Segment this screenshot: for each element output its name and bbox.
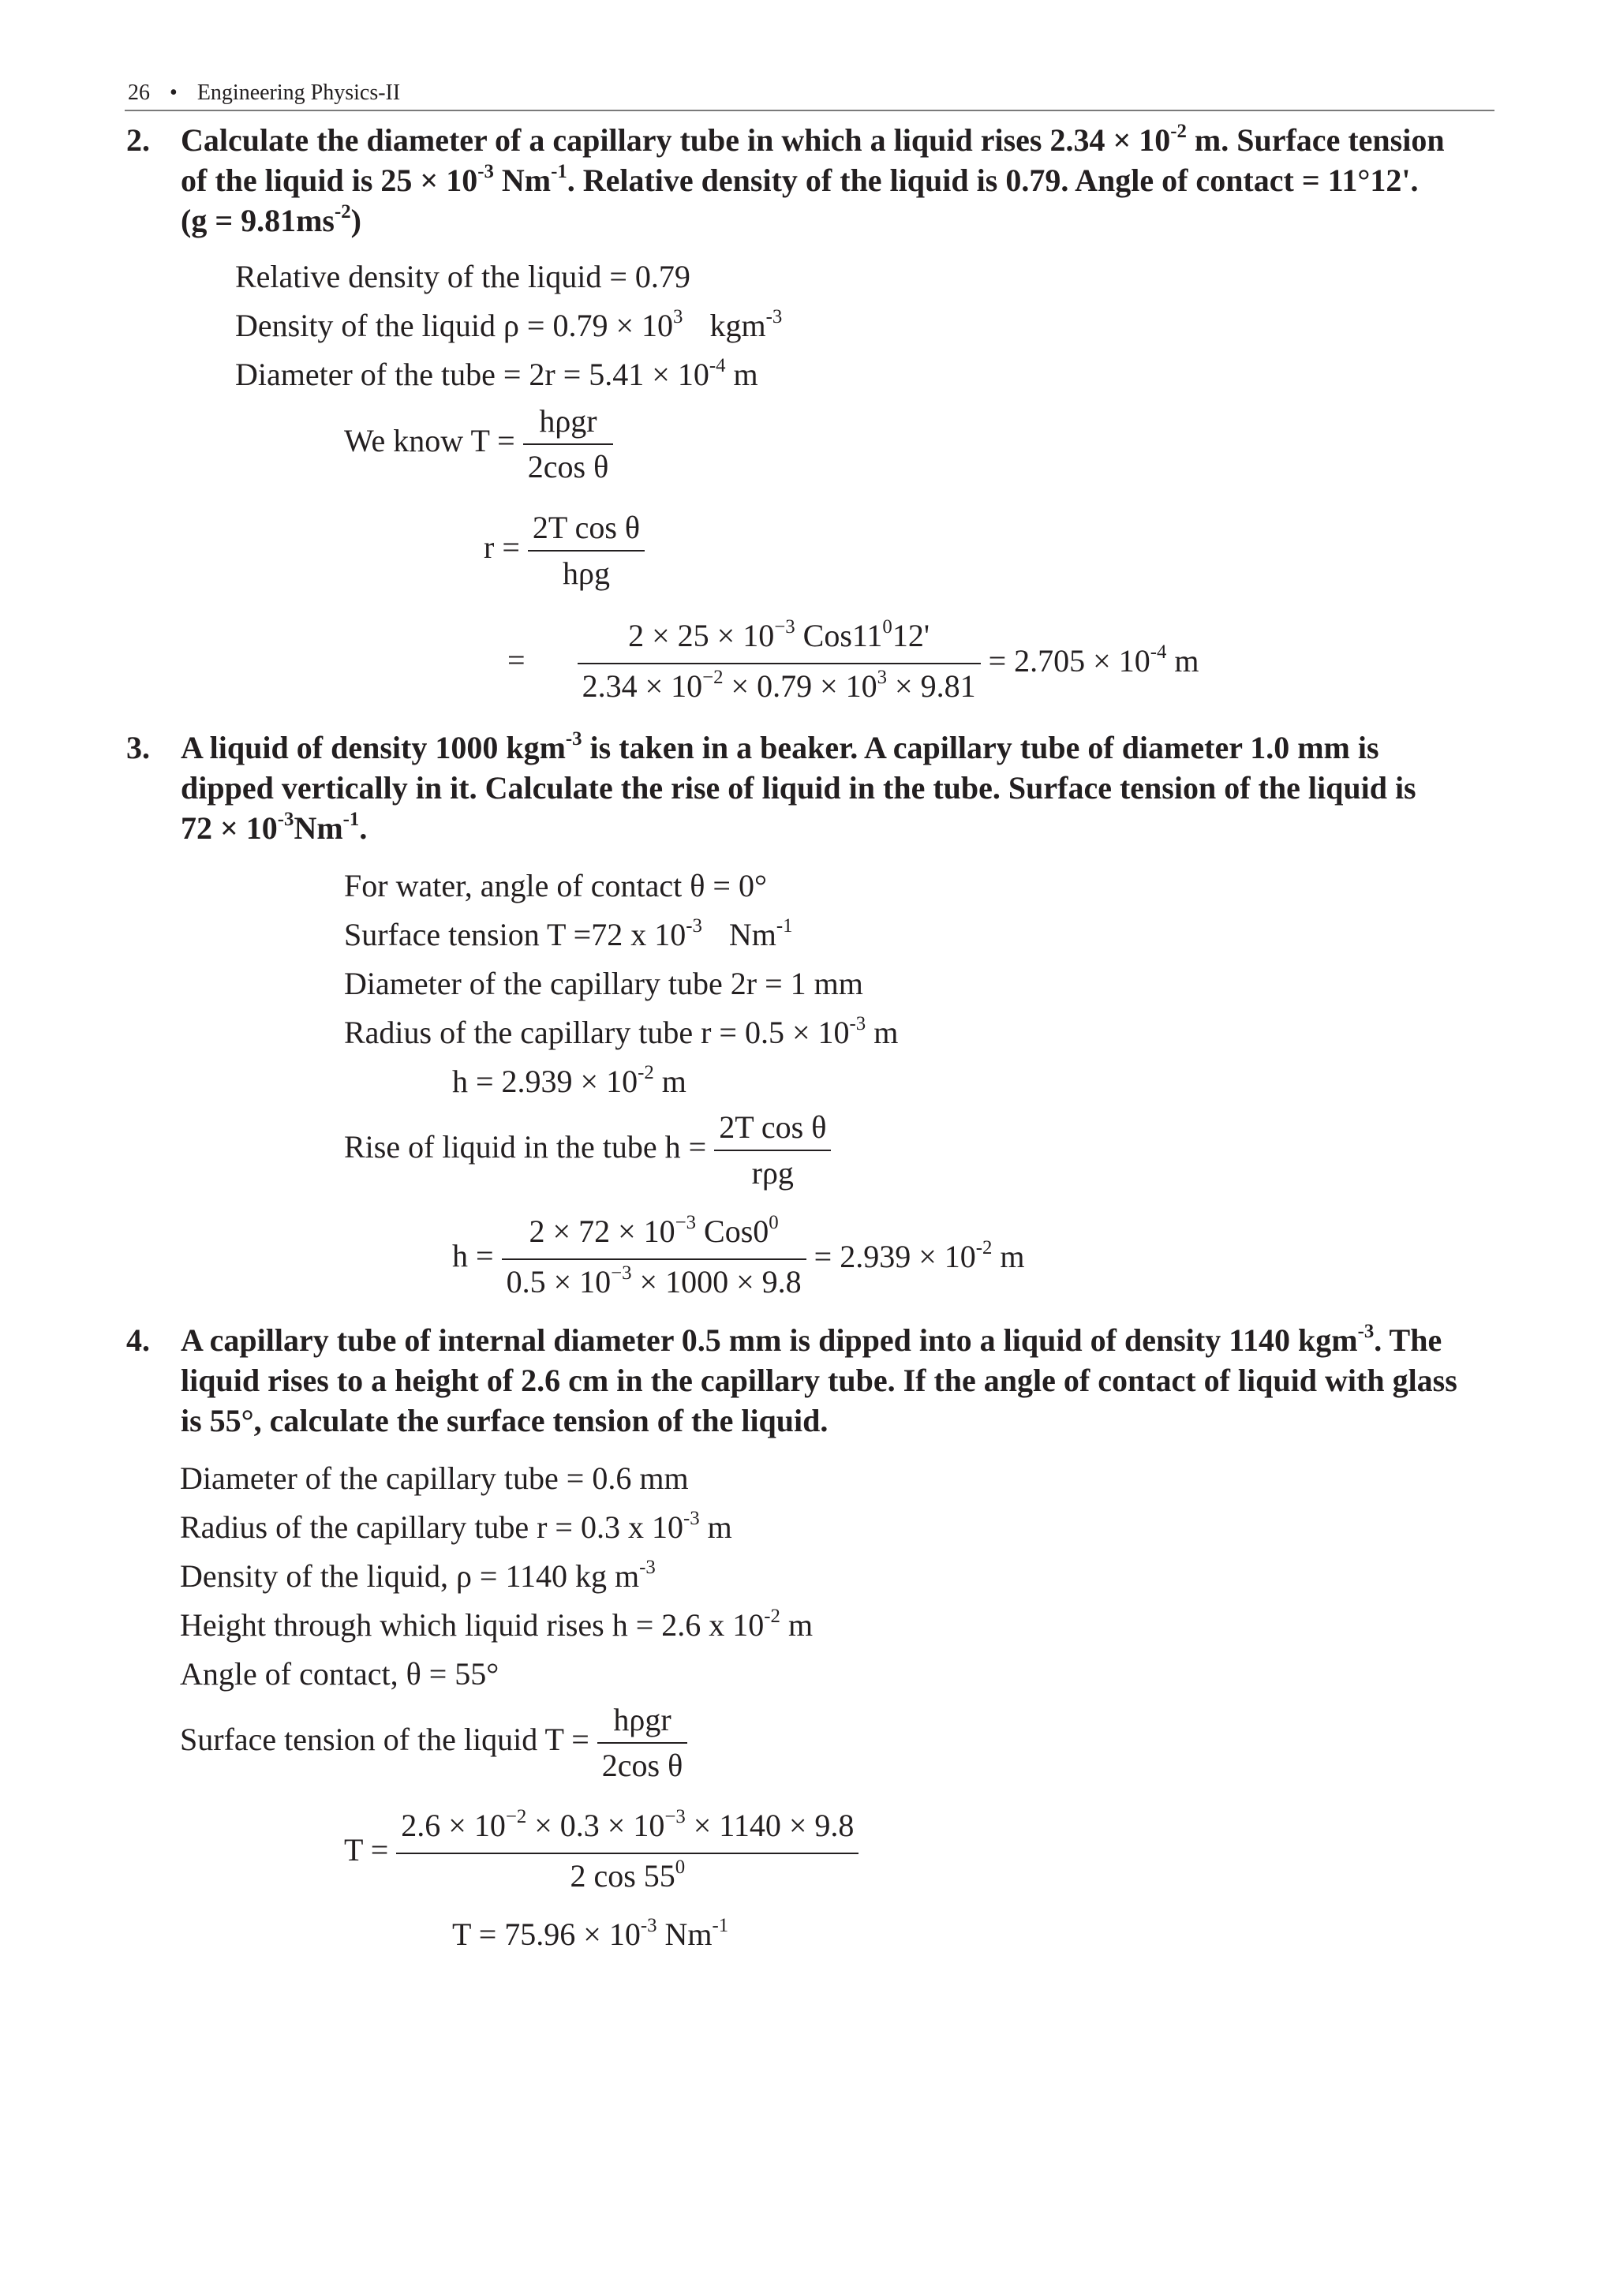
q3-given-angle: For water, angle of contact θ = 0° xyxy=(344,868,767,903)
q3-given-radius: Radius of the capillary tube $r = 0.5 \times 10^{-3}$ m xyxy=(344,1012,899,1050)
question-4-line-1: A capillary tube of internal diameter 0.5 mm is dipped into a liquid of density 1140 kgm$^{-3}$. The xyxy=(181,1320,1442,1358)
header-bullet: • xyxy=(170,80,178,105)
q2-result: = $2.705 \times 10^{-4}$ m xyxy=(988,641,1199,679)
q2-given-density: Density of the liquid $\rho = 0.79 \times 10^3$ kgm$^{-3}$ xyxy=(235,305,783,343)
question-3-line-1: A liquid of density 1000 kgm$^{-3}$ is taken in a beaker. A capillary tube of diameter 1.0 mm is xyxy=(181,727,1379,765)
q3-given-h: $h = 2.939 \times 10^{-2}$ m xyxy=(452,1061,686,1099)
fraction: $\frac{\text{2T cos θ}}{\text{hρg}}$ xyxy=(528,509,645,593)
q2-formula-substitution: = $\frac{2 \times 25 \times 10^{-3} Cos11^012'}{2.34 \times 10^{-2} \times 0.79 \times 10^3 \times 9.81}$ = $2.705 \times 10^{-4}$ m xyxy=(507,617,1199,710)
fraction: $\frac{2 \times 72 \times 10^{-3} Cos0^0}{0.5 \times 10^{-3} \times 1000 \times 9.8}$ xyxy=(502,1213,806,1306)
fraction: $\frac{\text{hρgr}}{\text{2cos θ}}$ xyxy=(523,402,613,486)
fraction: $\frac{2.6 \times 10^{-2} \times 0.3 \times 10^{-3} \times 1140 \times 9.8}{2 \cos 55^0}$ xyxy=(396,1807,858,1900)
q2-given-diameter: Diameter of the tube = $2r = 5.41 \times 10^{-4}$ m xyxy=(235,354,758,392)
q4-given-angle: Angle of contact, θ = 55° xyxy=(180,1656,499,1692)
question-2-line-2: of the liquid is $25 \times 10^{-3}$ $Nm^{-1}$. Relative density of the liquid is 0.79. Angle of contact = 11°12'. xyxy=(181,160,1419,198)
question-4-number: 4. xyxy=(126,1322,150,1358)
question-3-number: 3. xyxy=(126,730,150,765)
page-number: 26 xyxy=(128,80,150,105)
fraction: $\frac{\text{hρgr}}{\text{2cos θ}}$ xyxy=(597,1701,687,1785)
book-title: Engineering Physics-II xyxy=(196,80,401,105)
q3-given-diameter: Diameter of the capillary tube 2r = 1 mm xyxy=(344,966,863,1001)
question-3-line-2: dipped vertically in it. Calculate the rise of liquid in the tube. Surface tension of the liquid is xyxy=(181,770,1416,806)
q4-given-density: Density of the liquid, ρ = 1140 kg $m^{-3}$ xyxy=(180,1556,656,1594)
running-header xyxy=(128,79,400,107)
question-2-line-1: Calculate the diameter of a capillary tube in which a liquid rises $2.34 \times 10^{-2}$ m. Surface tension xyxy=(181,120,1445,158)
header-rule xyxy=(125,110,1494,111)
q3-formula-substitution: h = $\frac{2 \times 72 \times 10^{-3} Cos0^0}{0.5 \times 10^{-3} \times 1000 \times 9.8}$ = $2.939 \times 10^{-2}$ m xyxy=(452,1213,1025,1306)
q4-formula-substitution: T = $\frac{2.6 \times 10^{-2} \times 0.3 \times 10^{-3} \times 1140 \times 9.8}{2 \cos 55^0}$ xyxy=(344,1807,858,1900)
q4-formula-T: Surface tension of the liquid T = $\frac{\text{hρgr}}{\text{2cos θ}}$ xyxy=(180,1701,687,1785)
q2-formula-r: r = $\frac{\text{2T cos θ}}{\text{hρg}}$ xyxy=(484,509,645,593)
question-2-line-3: $(g = 9.81ms^{-2})$ xyxy=(181,200,361,238)
fraction: $\frac{2 \times 25 \times 10^{-3} Cos11^012'}{2.34 \times 10^{-2} \times 0.79 \times 10^3 \times 9.81}$ xyxy=(578,617,981,710)
q3-formula-h: Rise of liquid in the tube h = $\frac{\text{2T cos θ}}{\text{rρg}}$ xyxy=(344,1109,831,1192)
q4-result: $T = 75.96 \times 10^{-3}$ $Nm^{-1}$ xyxy=(452,1914,729,1952)
fraction: $\frac{\text{2T cos θ}}{\text{rρg}}$ xyxy=(714,1109,831,1192)
question-4-line-2: liquid rises to a height of 2.6 cm in the capillary tube. If the angle of contact of liquid with glass xyxy=(181,1363,1457,1398)
q2-formula-T: We know T = $\frac{\text{hρgr}}{\text{2cos θ}}$ xyxy=(344,402,613,486)
q4-given-diameter: Diameter of the capillary tube = 0.6 mm xyxy=(180,1460,689,1496)
q4-given-height: Height through which liquid rises h = 2.6 x $10^{-2}$ m xyxy=(180,1605,814,1643)
q3-result: = $2.939 \times 10^{-2}$ m xyxy=(814,1236,1025,1274)
question-2-number: 2. xyxy=(126,122,150,158)
q2-given-relative-density: Relative density of the liquid = 0.79 xyxy=(235,259,690,294)
q3-given-surface-tension: Surface tension T =72 x $10^{-3}$ $Nm^{-1}$ xyxy=(344,914,793,952)
question-3-line-3: $72 \times 10^{-3}Nm^{-1}$. xyxy=(181,808,368,846)
q4-given-radius: Radius of the capillary tube r = 0.3 x $10^{-3}$ m xyxy=(180,1507,732,1545)
question-4-line-3: is 55°, calculate the surface tension of the liquid. xyxy=(181,1403,829,1438)
